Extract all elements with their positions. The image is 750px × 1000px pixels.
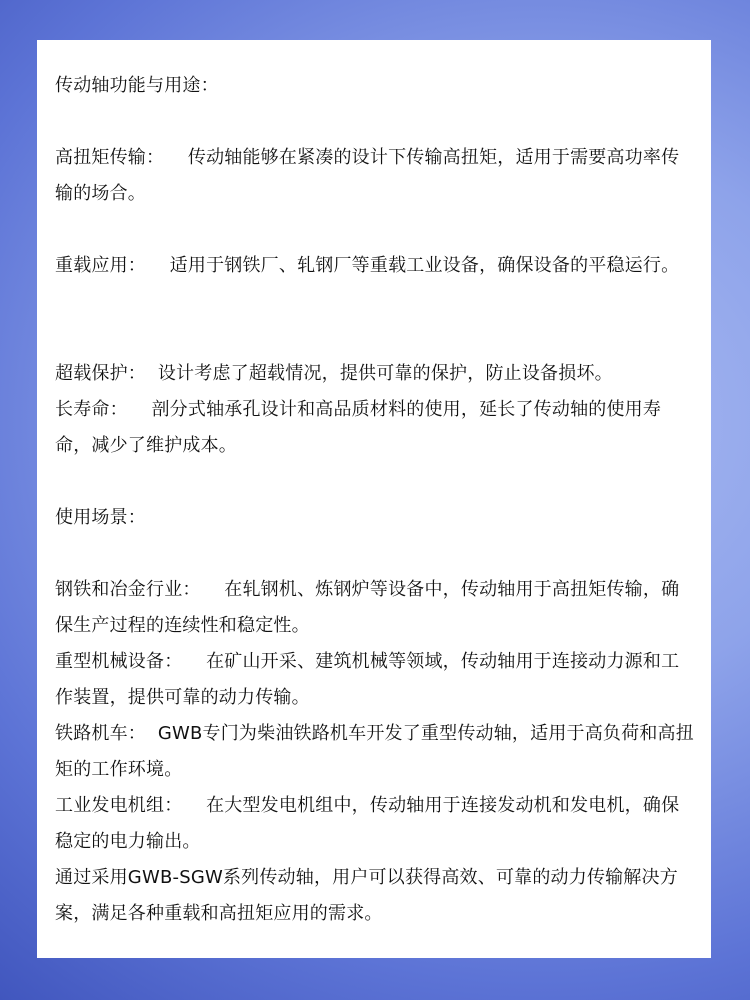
paragraph-heavy-machinery: 重型机械设备： 在矿山开采、建筑机械等领域，传动轴用于连接动力源和工作装置，提供可靠的动力传输。: [55, 651, 680, 708]
section-title-functions: 传动轴功能与用途：: [55, 75, 219, 96]
paragraph-conclusion: 通过采用GWB-SGW系列传动轴，用户可以获得高效、可靠的动力传输解决方案，满足各种重载和高扭矩应用的需求。: [55, 867, 678, 924]
paragraph-railway-locomotive: 铁路机车： GWB专门为柴油铁路机车开发了重型传动轴，适用于高负荷和高扭矩的工作环境。: [55, 723, 694, 780]
content-card: [37, 40, 711, 958]
section-title-scenarios: 使用场景：: [55, 507, 146, 528]
paragraph-long-life: 长寿命： 剖分式轴承孔设计和高品质材料的使用，延长了传动轴的使用寿命，减少了维护成本。: [55, 399, 662, 456]
paragraph-steel-metallurgy: 钢铁和冶金行业： 在轧钢机、炼钢炉等设备中，传动轴用于高扭矩传输，确保生产过程的连续性和稳定性。: [55, 579, 680, 636]
paragraph-high-torque: 高扭矩传输： 传动轴能够在紧凑的设计下传输高扭矩，适用于需要高功率传输的场合。: [55, 147, 680, 204]
paragraph-power-generation: 工业发电机组： 在大型发电机组中，传动轴用于连接发动机和发电机，确保稳定的电力输出。: [55, 795, 680, 852]
paragraph-overload-protection: 超载保护： 设计考虑了超载情况，提供可靠的保护，防止设备损坏。: [55, 363, 613, 384]
paragraph-heavy-load: 重载应用： 适用于钢铁厂、轧钢厂等重载工业设备，确保设备的平稳运行。: [55, 255, 680, 276]
